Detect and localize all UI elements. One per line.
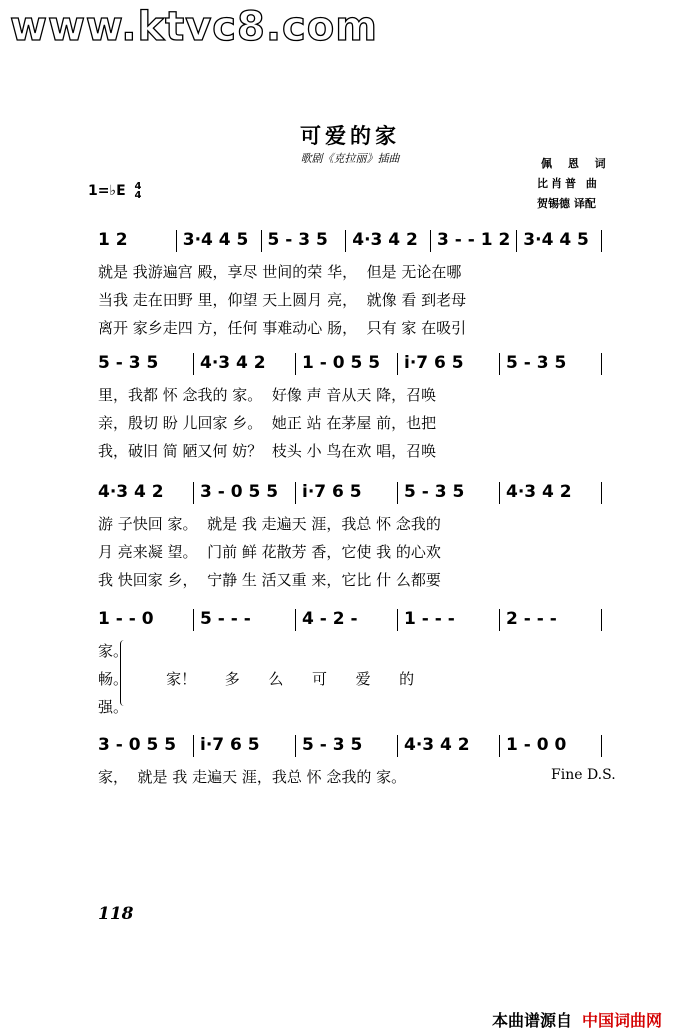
measure — [523, 230, 595, 256]
page-number: 118 — [98, 904, 134, 924]
measure-notes: 5 - 3 5 — [98, 353, 159, 373]
song-subtitle: 歌剧《克拉丽》插曲 — [300, 152, 400, 165]
staff-row — [98, 482, 608, 508]
measure-notes: 3 - - 1 2 — [437, 230, 511, 250]
measure-notes: 5 - 3 5 — [302, 735, 363, 755]
bar-line — [295, 735, 296, 757]
measure-notes: 1 - 0 0 — [506, 735, 567, 755]
measure-notes: 1 - - 0 — [98, 609, 154, 629]
bar-line — [295, 353, 296, 375]
bar-line — [601, 230, 602, 252]
measure — [302, 735, 391, 761]
bar-line — [193, 482, 194, 504]
bar-line — [397, 482, 398, 504]
measure — [506, 609, 595, 635]
bar-line — [397, 735, 398, 757]
lyrics-block — [98, 381, 608, 465]
measure — [352, 230, 424, 256]
bar-line — [193, 735, 194, 757]
lyric-line: 畅。 家！ 多 么 可 爱 的 — [98, 670, 415, 688]
bar-line — [601, 609, 602, 631]
key-label: 1=♭E — [88, 183, 126, 199]
lyric-line: 游 子快回 家。 就是 我 走遍天 涯，我总 怀 念我的 — [98, 515, 441, 533]
measure — [98, 353, 187, 379]
lyric-line: 强。 — [98, 698, 129, 716]
time-top: 4 — [134, 181, 142, 192]
measure-notes: 4 - 2 - — [302, 609, 358, 629]
bar-line — [345, 230, 346, 252]
measure-notes: 3·4 4 5 — [182, 230, 249, 250]
bar-line — [499, 609, 500, 631]
song-title: 可爱的家 — [300, 124, 400, 148]
measure-notes: 3·4 4 5 — [523, 230, 589, 250]
lyric-line: 我，破旧 简 陋又何 妨？ 枝头 小 鸟在欢 唱，召唤 — [98, 442, 437, 460]
measure — [302, 482, 391, 508]
watermark: www.ktvc8.com — [10, 4, 378, 50]
bar-line — [499, 735, 500, 757]
lyric-line: 月 亮来凝 望。 门前 鲜 花散芳 香，它使 我 的心欢 — [98, 543, 441, 561]
measure-notes: 1 - - - — [404, 609, 455, 629]
lyric-line: 里，我都 怀 念我的 家。 好像 声 音从天 降，召唤 — [98, 386, 437, 404]
time-bottom: 4 — [134, 190, 142, 201]
source-site: 中国词曲网 — [582, 1011, 663, 1030]
measure-notes: i·7 6 5 — [302, 482, 362, 502]
staff-row — [98, 353, 608, 379]
measure — [404, 609, 493, 635]
bar-line — [295, 482, 296, 504]
lyric-line: 离开 家乡走四 方，任何 事难动心 肠， 只有 家 在吸引 — [98, 319, 467, 337]
bar-line — [176, 230, 177, 252]
measure — [98, 482, 187, 508]
lyric-line: 就是 我游遍宫 殿，享尽 世间的荣 华， 但是 无论在哪 — [98, 263, 462, 281]
measure-notes: 1 2 — [98, 230, 128, 250]
measure — [404, 735, 493, 761]
measure — [98, 735, 187, 761]
source-text: 本曲谱源自 — [492, 1011, 573, 1030]
measure — [506, 353, 595, 379]
measure — [302, 353, 391, 379]
bar-line — [295, 609, 296, 631]
lyrics-block — [98, 510, 608, 594]
bar-line — [397, 609, 398, 631]
measure — [200, 482, 289, 508]
staff-row — [98, 230, 608, 256]
lyric-line: 当我 走在田野 里，仰望 天上圆月 亮， 就像 看 到老母 — [98, 291, 467, 309]
staff-row — [98, 609, 608, 635]
lyrics-block — [98, 763, 608, 791]
measure — [183, 230, 255, 256]
measure-notes: 2 - - - — [506, 609, 557, 629]
measure — [268, 230, 340, 256]
measure-notes: 5 - 3 5 — [404, 482, 465, 502]
credits — [537, 154, 612, 214]
measure — [506, 735, 595, 761]
bar-line — [397, 353, 398, 375]
measure-notes: 3 - 0 5 5 — [98, 735, 177, 755]
bar-line — [601, 482, 602, 504]
measure — [404, 482, 493, 508]
time-signature — [135, 182, 142, 200]
measure — [98, 609, 187, 635]
lyric-line: 家。 — [98, 642, 129, 660]
bar-line — [601, 735, 602, 757]
lyric-brace — [120, 640, 129, 706]
measure — [200, 609, 289, 635]
bar-line — [193, 609, 194, 631]
measure — [200, 353, 289, 379]
lyrics-block — [98, 637, 608, 721]
lyric-line: 我 快回家 乡， 宁静 生 活又重 来，它比 什 么都要 — [98, 571, 441, 589]
measure-notes: 3 - 0 5 5 — [200, 482, 279, 502]
measure-notes: 4·3 4 2 — [506, 482, 572, 502]
measure-notes: i·7 6 5 — [200, 735, 260, 755]
measure-notes: 4·3 4 2 — [98, 482, 164, 502]
measure-notes: 1 - 0 5 5 — [302, 353, 381, 373]
bar-line — [601, 353, 602, 375]
fine-ds-mark: Fine D.S. — [551, 767, 616, 783]
measure-notes: 4·3 4 2 — [200, 353, 266, 373]
lyrics-block — [98, 258, 608, 342]
bar-line — [430, 230, 431, 252]
measure-notes: 4·3 4 2 — [352, 230, 418, 250]
bar-line — [499, 482, 500, 504]
lyric-line: 亲，殷切 盼 儿回家 乡。 她正 站 在茅屋 前，也把 — [98, 414, 437, 432]
measure-notes: 5 - 3 5 — [506, 353, 567, 373]
measure — [506, 482, 595, 508]
source-credit — [492, 1008, 662, 1031]
lyricist: 佩 恩 词 — [541, 157, 612, 170]
measure-notes: i·7 6 5 — [404, 353, 464, 373]
bar-line — [499, 353, 500, 375]
staff-row — [98, 735, 608, 761]
measure-notes: 5 - 3 5 — [267, 230, 328, 250]
measure — [437, 230, 510, 256]
measure — [200, 735, 289, 761]
measure — [404, 353, 493, 379]
bar-line — [193, 353, 194, 375]
measure — [302, 609, 391, 635]
lyric-line: 家， 就是 我 走遍天 涯，我总 怀 念我的 家。 — [98, 768, 407, 786]
measure — [98, 230, 170, 256]
bar-line — [516, 230, 517, 252]
composer: 比肖普 曲 — [537, 177, 600, 190]
translator: 贺锡德 译配 — [537, 197, 596, 210]
bar-line — [261, 230, 262, 252]
key-signature — [88, 182, 141, 200]
measure-notes: 4·3 4 2 — [404, 735, 470, 755]
measure-notes: 5 - - - — [200, 609, 251, 629]
